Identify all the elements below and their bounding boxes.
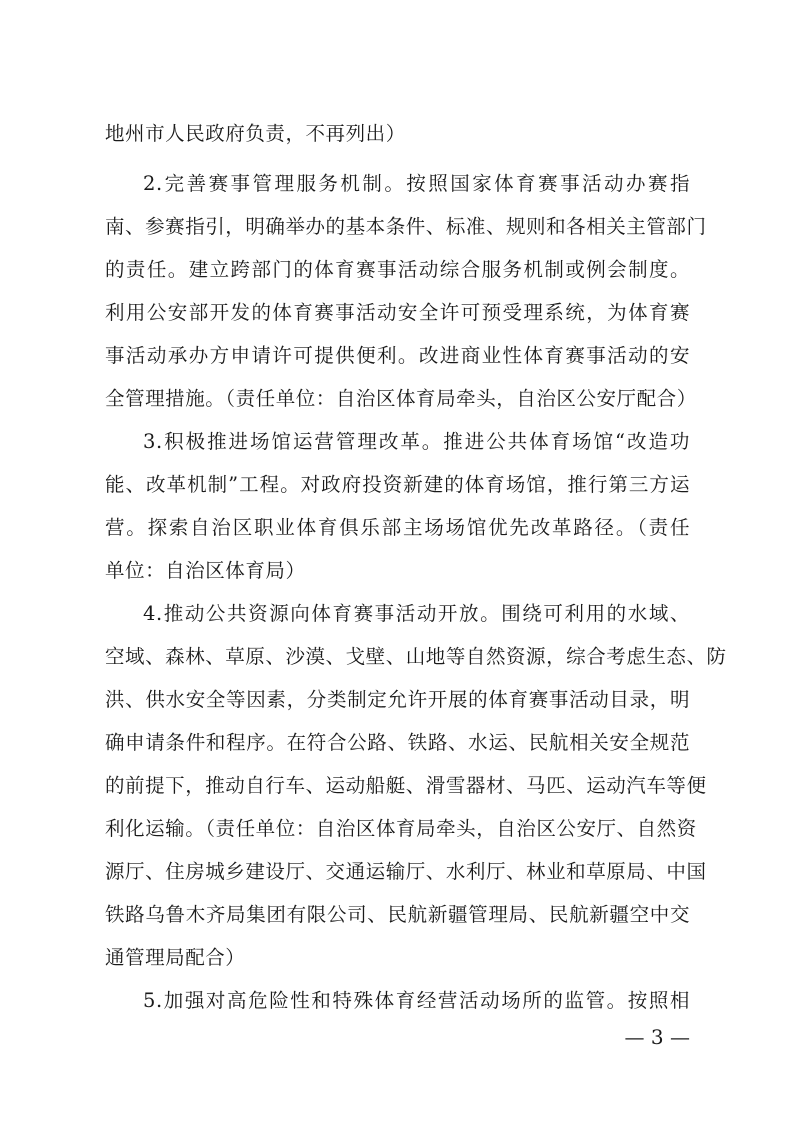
text-line-5: 利用公安部开发的体育赛事活动安全许可预受理系统，为体育赛 [105, 301, 690, 324]
text-line-11: 单位：自治区体育局） [105, 559, 306, 582]
text-line-4: 的责任。建立跨部门的体育赛事活动综合服务机制或例会制度。 [105, 258, 690, 281]
text-line-18: 源厅、住房城乡建设厅、交通运输厅、水利厅、林业和草原局、中国 [105, 860, 707, 883]
text-line-3: 南、参赛指引，明确举办的基本条件、标准、规则和各相关主管部门 [105, 215, 707, 238]
text-line-2: 2.完善赛事管理服务机制。按照国家体育赛事活动办赛指 [143, 172, 690, 195]
text-line-15: 确申请条件和程序。在符合公路、铁路、水运、民航相关安全规范 [105, 731, 690, 754]
text-line-16: 的前提下，推动自行车、运动船艇、滑雪器材、马匹、运动汽车等便 [105, 774, 707, 797]
text-line-9: 能、改革机制”工程。对政府投资新建的体育场馆，推行第三方运 [105, 473, 690, 496]
page-number: — 3 — [624, 1025, 690, 1049]
text-line-12: 4.推动公共资源向体育赛事活动开放。围绕可利用的水域、 [143, 602, 690, 625]
text-line-6: 事活动承办方申请许可提供便利。改进商业性体育赛事活动的安 [105, 344, 690, 367]
text-line-13: 空域、森林、草原、沙漠、戈壁、山地等自然资源，综合考虑生态、防 [105, 645, 727, 668]
text-line-19: 铁路乌鲁木齐局集团有限公司、民航新疆管理局、民航新疆空中交 [105, 903, 690, 926]
text-line-7: 全管理措施。（责任单位：自治区体育局牵头，自治区公安厅配合） [105, 387, 697, 410]
text-line-21: 5.加强对高危险性和特殊体育经营活动场所的监管。按照相 [143, 989, 690, 1012]
text-line-10: 营。探索自治区职业体育俱乐部主场场馆优先改革路径。（责任 [105, 516, 690, 539]
text-line-17: 利化运输。（责任单位：自治区体育局牵头，自治区公安厅、自然资 [105, 817, 697, 840]
text-line-8: 3.积极推进场馆运营管理改革。推进公共体育场馆“改造功 [143, 430, 690, 453]
text-line-20: 通管理局配合） [105, 946, 246, 969]
text-line-14: 洪、供水安全等因素，分类制定允许开展的体育赛事活动目录，明 [105, 688, 690, 711]
text-line-1: 地州市人民政府负责，不再列出） [105, 122, 406, 145]
